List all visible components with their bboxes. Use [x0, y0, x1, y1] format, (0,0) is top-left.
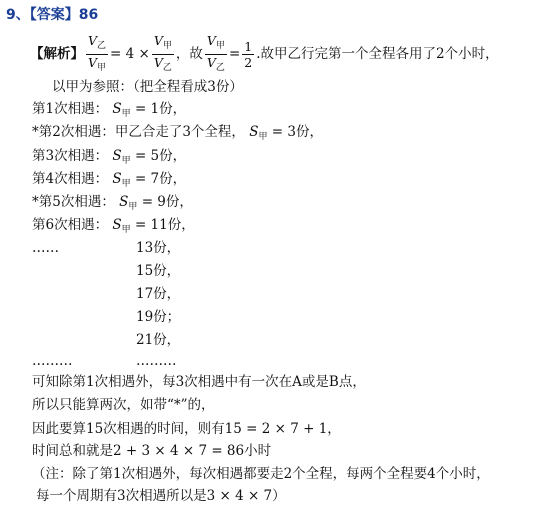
reference-note: 以甲为参照：（把全程看成3份） [52, 79, 243, 95]
therefore-text: ，故 [175, 46, 203, 62]
note-line: 每一个周期有3次相遇所以是3 × 4 × 7） [36, 488, 286, 504]
meeting-row: 第1次相遇： $S_甲 = 1$份， [32, 101, 187, 119]
meeting-row: 第3次相遇： $S_甲 = 5$份， [32, 148, 187, 166]
meeting-row: 第4次相遇： $S_甲 = 7$份， [32, 171, 187, 189]
fraction-ratio: $\frac{V_甲}{V_乙}$ [206, 33, 225, 73]
conclusion-line: 因此要算15次相遇的时间，则有15 = 2 × 7 + 1， [32, 421, 341, 437]
note-line: （注：除了第1次相遇外，每次相遇都要走2个全程，每两个全程要4个小时， [32, 466, 490, 482]
fraction-v-jia-over-v-yi: $\frac{V_甲}{V_乙}$ [153, 33, 172, 73]
conclusion-line: 时间总和就是2 + 3 × 4 × 7 = 86小时 [32, 443, 272, 459]
fraction-one-half: $\frac{1}{2}$ [244, 39, 253, 70]
portion-value: 17份， [136, 286, 181, 302]
ellipsis-right: ……… [136, 353, 177, 369]
question-number: 9、 [6, 7, 30, 23]
meeting-row: 第6次相遇： $S_甲 = 11$份， [32, 217, 195, 235]
analysis-line [30, 33, 499, 76]
conclusion-line: 所以只能算两次，如带“*”的， [32, 397, 215, 413]
meeting-row: *第5次相遇： $S_甲 = 9$份， [32, 194, 193, 212]
equals-four-times: = 4 × [110, 46, 150, 62]
answer-value: 86 [78, 7, 99, 23]
question-header [6, 6, 98, 24]
portion-value: 19份； [136, 309, 181, 325]
portion-value: 13份， [136, 240, 181, 256]
conclusion-line: 可知除第1次相遇外，每3次相遇中有一次在A或是B点， [32, 374, 366, 390]
portion-value: 15份， [136, 263, 181, 279]
analysis-tail: .故甲乙行完第一个全程各用了2个小时， [256, 46, 499, 62]
portion-value: 21份， [136, 332, 181, 348]
ellipsis-left: ……… [32, 353, 73, 369]
ellipsis-left: …… [32, 240, 59, 256]
equals-sign: = [228, 46, 241, 62]
meeting-row: *第2次相遇：甲乙合走了3个全程， $S_甲 = 3$份， [32, 124, 323, 142]
fraction-v-yi-over-v-jia: $\frac{V_乙}{V_甲}$ [88, 33, 107, 73]
analysis-label: 【解析】 [30, 46, 84, 62]
answer-label: 【答案】 [29, 7, 79, 23]
